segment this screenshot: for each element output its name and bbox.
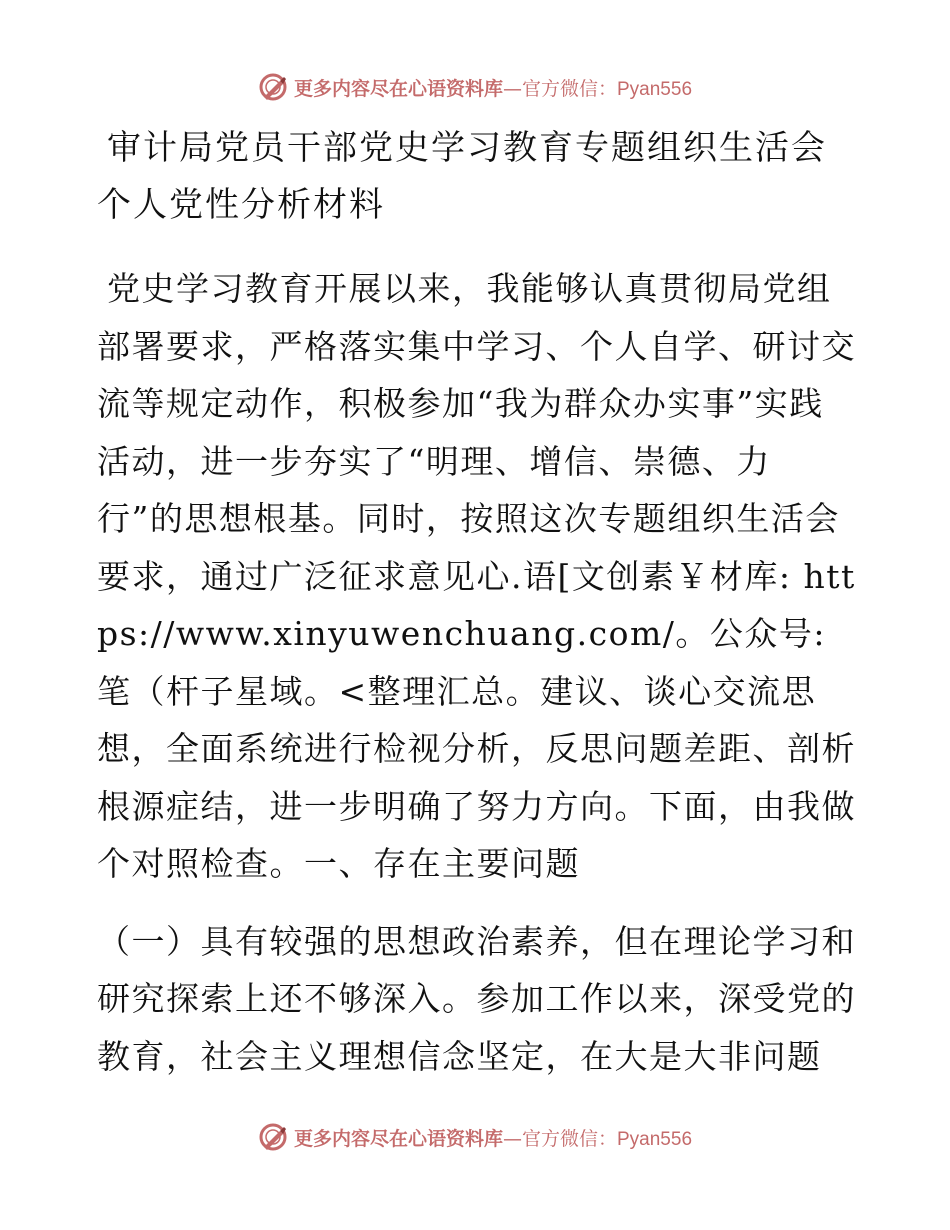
watermark-account: Pyan556 [617,1128,693,1150]
watermark-text [294,74,692,101]
watermark-text [294,1124,692,1151]
paragraph-intro: 党史学习教育开展以来，我能够认真贯彻局党组部署要求，严格落实集中学习、个人自学、研讨交流等规定动作，积极参加“我为群众办实事”实践活动，进一步夯实了“明理、增信、崇德、力行”的思想根基。同时，按照这次专题组织生活会要求，通过广泛征求意见心.语[文创素￥材库: https://www.xinyuwenchuang.com/。公众号: 笔（杆子星域。<整理汇总。建议、谈心交流思想，全面系统进行检视分析，反思问题差距、剖析根源症结，进一步明确了努力方向。下面，由我做个对照检查。一、存在主要问题 [97,269,856,883]
paragraph-section-one: （一）具有较强的思想政治素养，但在理论学习和研究探索上还不够深入。参加工作以来，深受党的教育，社会主义理想信念坚定，在大是大非问题 [97,921,856,1076]
pen-logo-icon [258,1122,288,1152]
watermark-brand: 更多内容尽在心语资料库 [293,77,503,100]
document-body [97,120,857,1085]
watermark-footer [0,1122,950,1152]
watermark-official: 官方微信： [521,1127,617,1150]
pen-logo-icon [258,72,288,102]
document-title: 审计局党员干部党史学习教育专题组织生活会个人党性分析材料 [97,128,827,225]
watermark-brand: 更多内容尽在心语资料库 [293,1127,503,1150]
watermark-official: 官方微信： [521,77,617,100]
watermark-separator: — [502,77,522,100]
watermark-separator: — [502,1127,522,1150]
watermark-header [0,72,950,102]
watermark-account: Pyan556 [617,78,693,100]
